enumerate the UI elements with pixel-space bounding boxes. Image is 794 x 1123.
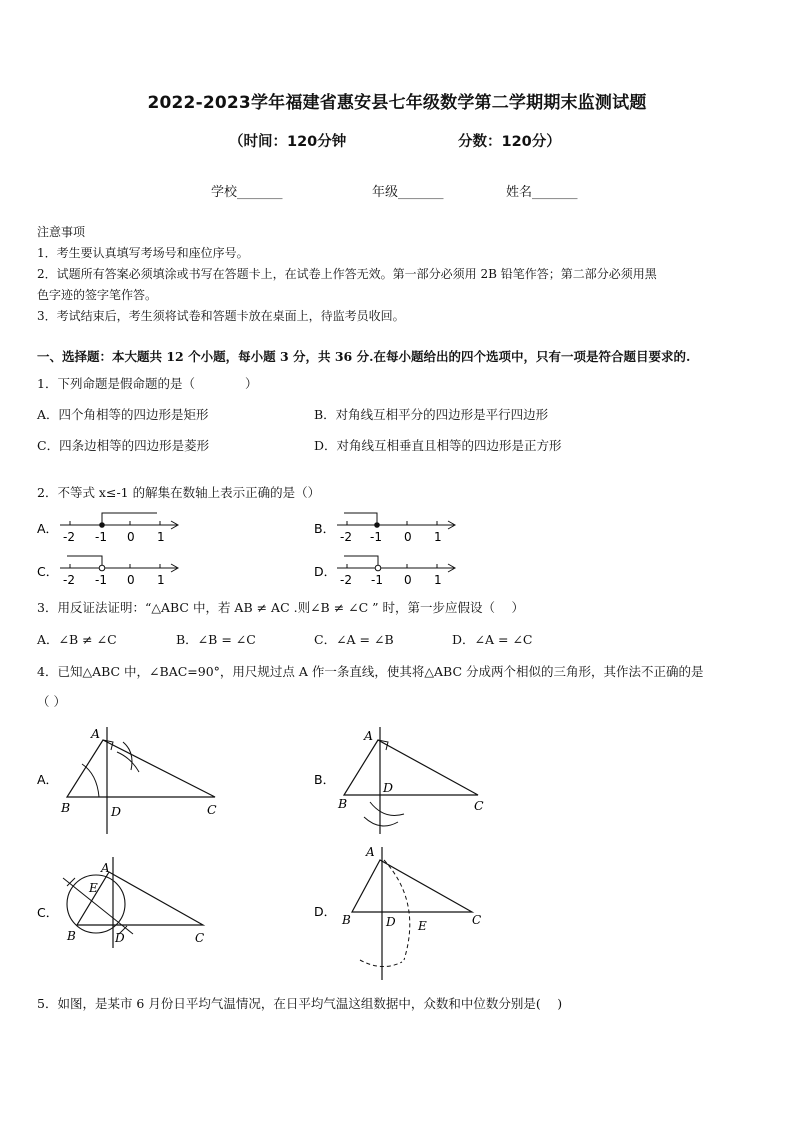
- q1-option-b[interactable]: B．对角线互相平分的四边形是平行四边形: [314, 407, 549, 422]
- page-title: 2022-2023学年福建省惠安县七年级数学第二学期期末监测试题: [147, 93, 647, 113]
- triangle: [352, 860, 472, 912]
- q4-figure-a[interactable]: [35, 722, 245, 837]
- tick-label: -1: [370, 530, 382, 544]
- q4-label-b: B．: [314, 772, 336, 787]
- q2-option-a[interactable]: [35, 505, 195, 545]
- q1-option-c[interactable]: C．四条边相等的四边形是菱形: [37, 438, 210, 453]
- q4-label-a: A．: [37, 772, 59, 787]
- q4-stem: 4．已知△ABC 中，∠BAC=90°，用尺规过点 A 作一条直线，使其将△ABC 分成两个相似的三角形，其作法不正确的是: [37, 664, 704, 679]
- point-label: D: [386, 915, 396, 929]
- solution-bracket: [67, 556, 102, 565]
- tick-label: 1: [157, 530, 165, 544]
- point-label: B: [61, 800, 71, 815]
- tick-label: -2: [63, 530, 75, 544]
- tick-label: 1: [157, 573, 165, 587]
- q4-figure-c[interactable]: [35, 852, 245, 952]
- point-label: A: [101, 861, 110, 875]
- triangle: [67, 740, 215, 797]
- section-heading: 一、选择题：本大题共 12 个小题，每小题 3 分，共 36 分.在每小题给出的四个选项中，只有一项是符合题目要求的.: [37, 349, 691, 364]
- q4-label-c: C．: [37, 905, 59, 920]
- notes-line-2: 2．试题所有答案必须填涂或书写在答题卡上，在试卷上作答无效。第一部分必须用 2B 铅笔作答；第二部分必须用黑: [37, 267, 657, 281]
- notes-line-4: 3．考试结束后，考生须将试卷和答题卡放在桌面上，待监考员收回。: [37, 309, 405, 323]
- q2-option-b[interactable]: [312, 505, 472, 545]
- school-field[interactable]: 学校_______: [211, 185, 283, 200]
- q3-option-d[interactable]: D．∠A = ∠C: [452, 632, 533, 647]
- q3-option-b[interactable]: B．∠B = ∠C: [176, 632, 256, 647]
- q2-label-b: B．: [314, 521, 336, 536]
- tick-label: 0: [127, 530, 135, 544]
- point-label: C: [207, 802, 217, 817]
- tick-label: 1: [434, 530, 442, 544]
- q4-paren: （ ）: [37, 694, 66, 709]
- tick-label: -2: [63, 573, 75, 587]
- tick-label: 1: [434, 573, 442, 587]
- point-label: A: [91, 726, 101, 741]
- q4-figure-d[interactable]: [312, 842, 512, 982]
- triangle: [344, 740, 478, 795]
- exam-score: 分数：120分）: [458, 134, 561, 150]
- point-label: B: [67, 929, 76, 943]
- q3-option-c[interactable]: C．∠A = ∠B: [314, 632, 394, 647]
- point-label: D: [383, 780, 394, 795]
- q1-stem: 1．下列命题是假命题的是（ ）: [37, 376, 258, 391]
- point-label: E: [89, 881, 98, 895]
- q2-option-d[interactable]: [312, 548, 472, 588]
- q4-figure-b[interactable]: [312, 722, 512, 842]
- point-label: D: [115, 931, 125, 945]
- point-label: A: [366, 845, 375, 859]
- triangle: [77, 872, 203, 925]
- notes-heading: 注意事项: [37, 225, 86, 239]
- tick-label: 0: [404, 530, 412, 544]
- q3-stem: 3．用反证法证明：“△ABC 中，若 AB ≠ AC .则∠B ≠ ∠C ” 时，第一步应假设（ ）: [37, 600, 525, 615]
- point-label: E: [418, 919, 427, 933]
- q2-label-d: D．: [314, 564, 337, 579]
- tick-label: -2: [340, 573, 352, 587]
- exam-time: （时间：120分钟: [229, 134, 347, 150]
- point-label: B: [338, 796, 348, 811]
- point-label: B: [342, 913, 351, 927]
- grade-field[interactable]: 年级_______: [372, 185, 444, 200]
- q1-option-d[interactable]: D．对角线互相垂直且相等的四边形是正方形: [314, 438, 562, 453]
- point-label: C: [472, 913, 482, 927]
- q3-option-a[interactable]: A．∠B ≠ ∠C: [37, 632, 117, 647]
- arc: [370, 802, 404, 816]
- notes-line-1: 1．考生要认真填写考场号和座位序号。: [37, 246, 249, 260]
- solid-point: [374, 522, 380, 528]
- q5-stem: 5．如图，是某市 6 月份日平均气温情况，在日平均气温这组数据中，众数和中位数分别是( ): [37, 996, 563, 1011]
- point-label: D: [111, 804, 122, 819]
- point-label: A: [364, 728, 374, 743]
- solution-bracket: [344, 513, 377, 525]
- tick-label: -1: [95, 530, 107, 544]
- q2-option-c[interactable]: [35, 548, 195, 588]
- q2-stem: 2．不等式 x≤-1 的解集在数轴上表示正确的是（）: [37, 485, 321, 500]
- q2-label-a: A．: [37, 521, 59, 536]
- dashed-arc: [360, 960, 402, 967]
- q1-option-a[interactable]: A．四个角相等的四边形是矩形: [37, 407, 209, 422]
- point-label: C: [195, 931, 205, 945]
- tick-label: 0: [404, 573, 412, 587]
- q4-label-d: D．: [314, 904, 337, 919]
- point-label: C: [474, 798, 484, 813]
- tick-label: -1: [95, 573, 107, 587]
- tick-label: -2: [340, 530, 352, 544]
- arc: [364, 817, 398, 826]
- arc: [117, 752, 139, 772]
- tick-label: -1: [371, 573, 383, 587]
- hollow-point: [99, 565, 105, 571]
- solid-point: [99, 522, 105, 528]
- q2-label-c: C．: [37, 564, 59, 579]
- hollow-point: [375, 565, 381, 571]
- solution-bracket: [344, 556, 378, 565]
- tick-label: 0: [127, 573, 135, 587]
- notes-line-3: 色字迹的签字笔作答。: [37, 288, 158, 302]
- right-angle-mark: [103, 740, 113, 750]
- name-field[interactable]: 姓名_______: [506, 185, 578, 200]
